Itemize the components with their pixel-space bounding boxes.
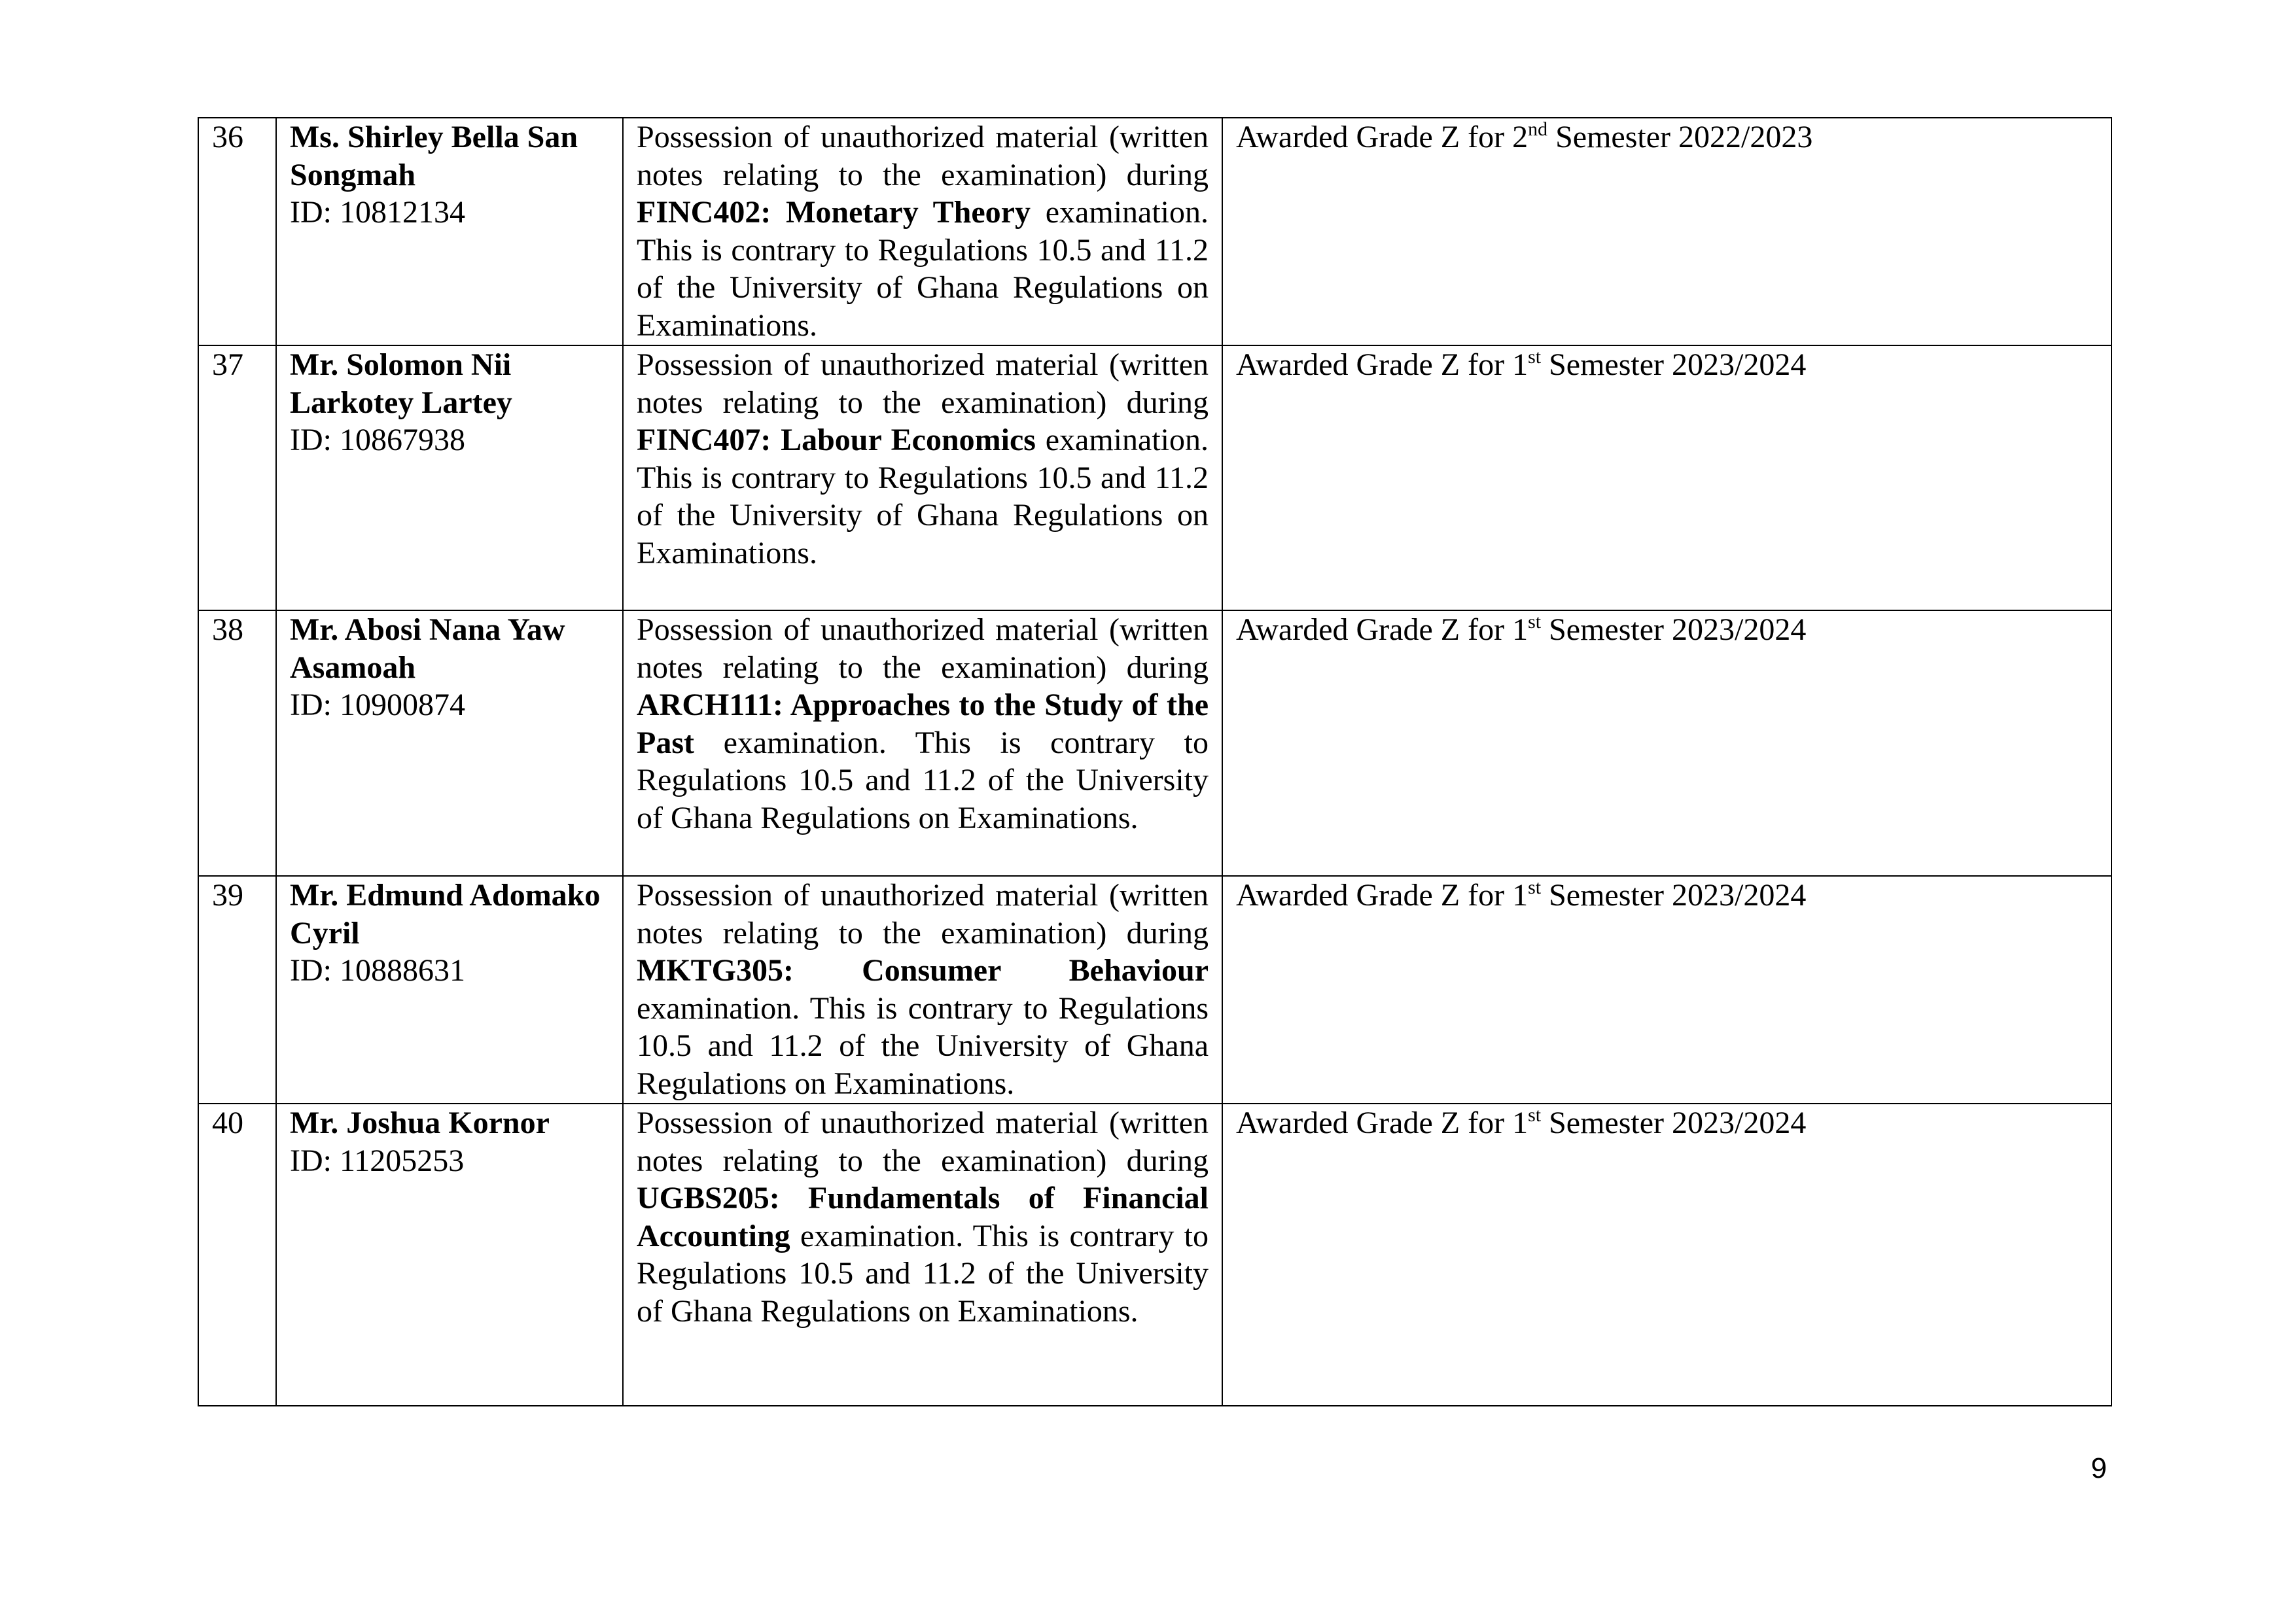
offence-cell — [623, 610, 1222, 876]
page-number: 9 — [2091, 1452, 2107, 1484]
sanction-semester: Semester 2022/2023 — [1547, 120, 1813, 154]
offence-text-continued: examination. This is contrary to Regulations 10.5 and 11.2 of the University of Ghana Regulations on Examinations. — [637, 423, 1209, 570]
row-number: 36 — [198, 118, 276, 345]
sanction-cell — [1222, 1104, 2111, 1406]
sanction-semester: Semester 2023/2024 — [1541, 878, 1807, 913]
offence-text: Possession of unauthorized material (written notes relating to the examination) during — [637, 347, 1209, 420]
sanction-cell — [1222, 118, 2111, 345]
ordinal-suffix: st — [1528, 1104, 1542, 1126]
sanction-cell — [1222, 610, 2111, 876]
sanction-cell — [1222, 345, 2111, 610]
offence-text-continued: examination. This is contrary to Regulations 10.5 and 11.2 of the University of Ghana Regulations on Examinations. — [637, 725, 1209, 835]
course-title: MKTG305: Consumer Behaviour — [637, 953, 1209, 988]
offence-text-continued: examination. This is contrary to Regulations 10.5 and 11.2 of the University of Ghana Regulations on Examinations. — [637, 990, 1209, 1101]
offence-cell — [623, 1104, 1222, 1406]
student-name: Mr. Solomon Nii Larkotey Lartey — [290, 347, 512, 420]
student-id: ID: 10812134 — [290, 195, 465, 230]
sanction-text: Awarded Grade Z for 1 — [1236, 347, 1528, 382]
offence-text-continued: examination. This is contrary to Regulations 10.5 and 11.2 of the University of Ghana Regulations on Examinations. — [637, 1218, 1209, 1329]
student-id: ID: 10888631 — [290, 953, 465, 988]
sanction-semester: Semester 2023/2024 — [1541, 1106, 1807, 1140]
offence-cell — [623, 345, 1222, 610]
student-name: Mr. Edmund Adomako Cyril — [290, 878, 601, 951]
table-row — [198, 345, 2111, 610]
offence-text-continued: examination. This is contrary to Regulations 10.5 and 11.2 of the University of Ghana Regulations on Examinations. — [637, 195, 1209, 343]
sanction-text: Awarded Grade Z for 1 — [1236, 612, 1528, 647]
sanction-semester: Semester 2023/2024 — [1541, 612, 1807, 647]
offence-text: Possession of unauthorized material (written notes relating to the examination) during — [637, 878, 1209, 951]
student-name: Ms. Shirley Bella San Songmah — [290, 120, 578, 192]
student-id: ID: 10867938 — [290, 423, 465, 457]
offence-text: Possession of unauthorized material (written notes relating to the examination) during — [637, 612, 1209, 685]
offence-text: Possession of unauthorized material (written notes relating to the examination) during — [637, 120, 1209, 192]
student-id: ID: 11205253 — [290, 1143, 465, 1178]
table-row — [198, 610, 2111, 876]
student-name: Mr. Joshua Kornor — [290, 1106, 550, 1140]
sanction-cell — [1222, 876, 2111, 1104]
student-name: Mr. Abosi Nana Yaw Asamoah — [290, 612, 565, 685]
student-cell — [276, 610, 623, 876]
course-title: FINC407: Labour Economics — [637, 423, 1036, 457]
course-title: ARCH111: Approaches to the Study of the Past — [637, 688, 1209, 760]
ordinal-suffix: nd — [1528, 118, 1548, 140]
row-number: 37 — [198, 345, 276, 610]
ordinal-suffix: st — [1528, 611, 1542, 633]
ordinal-suffix: st — [1528, 877, 1542, 898]
ordinal-suffix: st — [1528, 346, 1542, 368]
table-row — [198, 1104, 2111, 1406]
sanction-text: Awarded Grade Z for 2 — [1236, 120, 1528, 154]
student-cell — [276, 1104, 623, 1406]
table-row — [198, 876, 2111, 1104]
table-row — [198, 118, 2111, 345]
row-number: 38 — [198, 610, 276, 876]
course-title: UGBS205: Fundamentals of Financial Accounting — [637, 1181, 1209, 1253]
course-title: FINC402: Monetary Theory — [637, 195, 1031, 230]
sanction-text: Awarded Grade Z for 1 — [1236, 878, 1528, 913]
row-number: 40 — [198, 1104, 276, 1406]
student-cell — [276, 876, 623, 1104]
offence-text: Possession of unauthorized material (written notes relating to the examination) during — [637, 1106, 1209, 1178]
student-cell — [276, 345, 623, 610]
sanction-semester: Semester 2023/2024 — [1541, 347, 1807, 382]
offence-cell — [623, 876, 1222, 1104]
sanction-text: Awarded Grade Z for 1 — [1236, 1106, 1528, 1140]
row-number: 39 — [198, 876, 276, 1104]
offence-cell — [623, 118, 1222, 345]
student-id: ID: 10900874 — [290, 688, 465, 722]
student-cell — [276, 118, 623, 345]
disciplinary-record-table — [198, 117, 2112, 1406]
